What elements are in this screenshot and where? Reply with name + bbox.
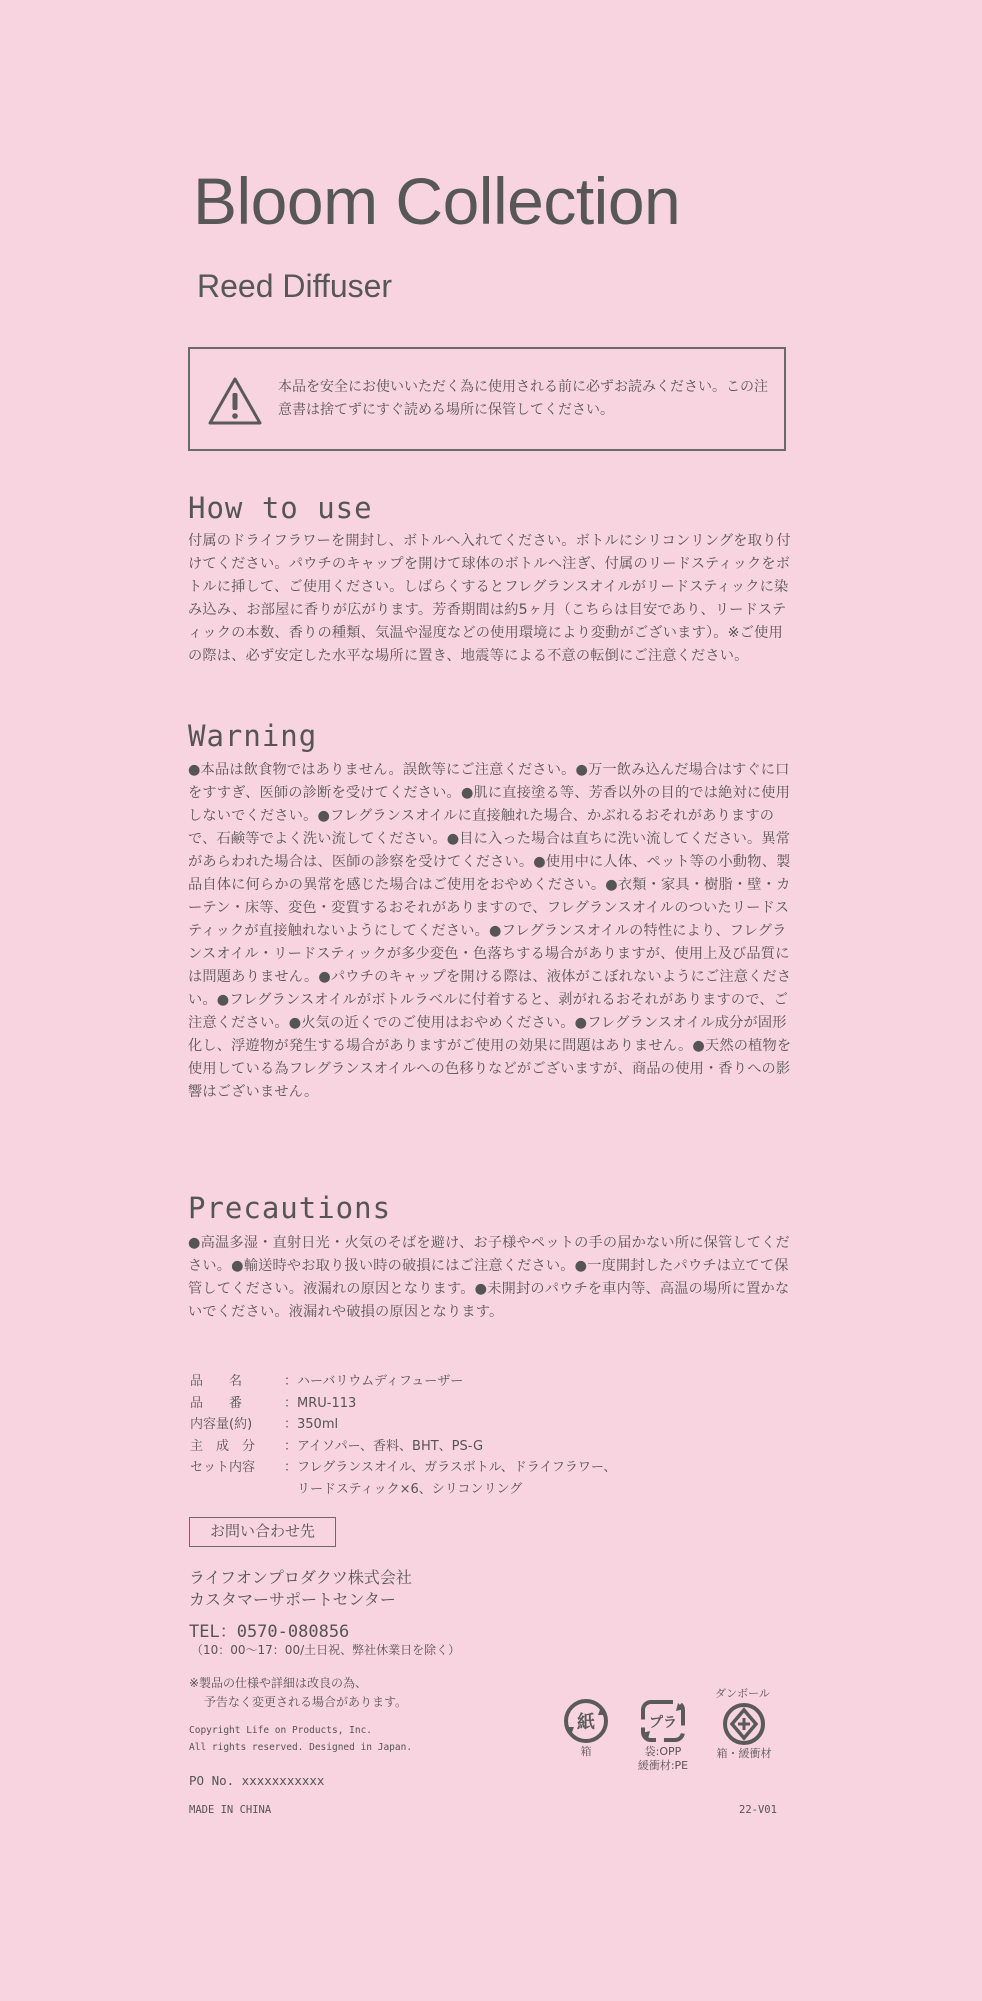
safety-notice-box bbox=[188, 347, 786, 451]
copyright-line: All rights reserved. Designed in Japan. bbox=[189, 1742, 413, 1753]
spec-value: ：ハーバリウムディフューザー bbox=[284, 1374, 464, 1389]
svg-text:紙: 紙 bbox=[577, 1712, 595, 1733]
spec-row bbox=[190, 1436, 750, 1458]
company-info bbox=[189, 1567, 412, 1611]
cardboard-recycle-mark bbox=[714, 1701, 774, 1761]
cardboard-recycle-label: 箱・緩衝材 bbox=[716, 1747, 772, 1760]
how-to-use-heading: How to use bbox=[188, 491, 373, 525]
spec-label: 内容量(約) bbox=[190, 1417, 253, 1432]
safety-notice-text: 本品を安全にお使いいただく為に使用される前に必ずお読みください。この注意書は捨てずにすぐ読める場所に保管してください。 bbox=[278, 379, 768, 418]
precautions-body: ●高温多湿・直射日光・火気のそばを避け、お子様やペットの手の届かない所に保管してください。●輸送時やお取り扱い時の破損にはご注意ください。●一度開封したパウチは立てて保管してください。液漏れの原因となります。●未開封のパウチを車内等、高温の場所に置かないでください。液漏れや破損の原因となります。 bbox=[188, 1235, 790, 1320]
paper-recycle-icon bbox=[561, 1697, 611, 1745]
plastic-recycle-icon bbox=[638, 1697, 688, 1745]
telephone: TEL：0570-080856 bbox=[189, 1622, 350, 1642]
cardboard-label-top: ダンボール bbox=[715, 1687, 770, 1700]
product-subtitle: Reed Diffuser bbox=[197, 268, 393, 304]
spec-row bbox=[190, 1393, 750, 1415]
spec-label: 品 番 bbox=[190, 1395, 243, 1411]
plastic-recycle-label: 緩衝材:PE bbox=[637, 1759, 689, 1772]
spec-label bbox=[190, 1479, 284, 1501]
product-specs bbox=[190, 1371, 750, 1500]
company-name: ライフオンプロダクツ株式会社 bbox=[189, 1568, 412, 1587]
svg-text:プラ: プラ bbox=[649, 1715, 677, 1731]
spec-label: セット内容 bbox=[190, 1460, 256, 1475]
spec-row bbox=[190, 1457, 750, 1479]
spec-value: ：アイソパー、香料、BHT、PS-G bbox=[284, 1438, 484, 1454]
spec-value: ：MRU-113 bbox=[284, 1395, 357, 1411]
spec-value: リードスティック×6、シリコンリング bbox=[284, 1481, 523, 1497]
spec-row bbox=[190, 1479, 750, 1501]
spec-change-note bbox=[189, 1674, 407, 1712]
warning-triangle-icon bbox=[206, 375, 264, 427]
paper-recycle-mark bbox=[560, 1697, 612, 1759]
spec-value: ：350ml bbox=[284, 1417, 339, 1432]
plastic-recycle-mark bbox=[628, 1697, 698, 1773]
product-title: Bloom Collection bbox=[193, 164, 681, 238]
contact-label-box: お問い合わせ先 bbox=[189, 1517, 336, 1547]
cardboard-recycle-icon bbox=[719, 1701, 769, 1747]
warning-heading: Warning bbox=[188, 719, 318, 753]
made-in: MADE IN CHINA bbox=[189, 1804, 272, 1816]
precautions-heading: Precautions bbox=[188, 1191, 392, 1225]
how-to-use-body: 付属のドライフラワーを開封し、ボトルへ入れてください。ボトルにシリコンリングを取り付けてください。パウチのキャップを開けて球体のボトルへ注ぎ、付属のリードスティックをボトルに挿して、ご使用ください。しばらくするとフレグランスオイルがリードスティックに染み込み、お部屋に香りが広がります。芳香期間は約5ヶ月（こちらは目安であり、リードスティックの本数、香りの種類、気温や湿度などの使用環境により変動がございます）。※ご使用の際は、必ず安定した水平な場所に置き、地震等による不意の転倒にご注意ください。 bbox=[188, 533, 791, 664]
spec-note-line: ※製品の仕様や詳細は改良の為、 bbox=[189, 1676, 368, 1690]
warning-body: ●本品は飲食物ではありません。誤飲等にご注意ください。●万一飲み込んだ場合はすぐに口をすすぎ、医師の診断を受けてください。●肌に直接塗る等、芳香以外の目的では絶対に使用しないでください。●フレグランスオイルに直接触れた場合、かぶれるおそれがありますので、石鹸等でよく洗い流してください。●目に入った場合は直ちに洗い流してください。異常があらわれた場合は、医師の診察を受けてください。●使用中に人体、ペット等の小動物、製品自体に何らかの異常を感じた場合はご使用をおやめください。●衣類・家具・樹脂・壁・カーテン・床等、変色・変質するおそれがありますので、フレグランスオイルのついたリードスティックが直接触れないようにしてください。●フレグランスオイルの特性により、フレグランスオイル・リードスティックが多少変色・色落ちする場合がありますが、使用上及び品質には問題ありません。●パウチのキャップを開ける際は、液体がこぼれないようにご注意ください。●フレグランスオイルがボトルラベルに付着すると、剥がれるおそれがありますので、ご注意ください。●火気の近くでのご使用はおやめください。●フレグランスオイル成分が固形化し、浮遊物が発生する場合がありますがご使用の効果に問題はありません。●天然の植物を使用している為フレグランスオイルへの色移りなどがございますが、商品の使用・香りへの影響はございません。 bbox=[188, 762, 792, 1100]
spec-note-line: 予告なく変更される場合があります。 bbox=[204, 1695, 408, 1709]
copyright-line: Copyright Life on Products, Inc. bbox=[189, 1725, 373, 1736]
spec-row bbox=[190, 1414, 750, 1436]
spec-value: ：フレグランスオイル、ガラスボトル、ドライフラワー、 bbox=[284, 1460, 617, 1475]
paper-recycle-label: 箱 bbox=[580, 1745, 592, 1758]
version-code: 22-V01 bbox=[739, 1804, 777, 1816]
po-number: PO No. xxxxxxxxxxx bbox=[189, 1773, 325, 1788]
support-center: カスタマーサポートセンター bbox=[189, 1590, 396, 1609]
spec-label: 品 名 bbox=[190, 1374, 243, 1389]
plastic-recycle-label: 袋:OPP bbox=[644, 1745, 682, 1758]
copyright bbox=[189, 1722, 412, 1756]
support-hours: （10：00〜17：00/土日祝、弊社休業日を除く） bbox=[191, 1643, 461, 1657]
spec-row bbox=[190, 1371, 750, 1393]
spec-label: 主 成 分 bbox=[190, 1438, 256, 1454]
